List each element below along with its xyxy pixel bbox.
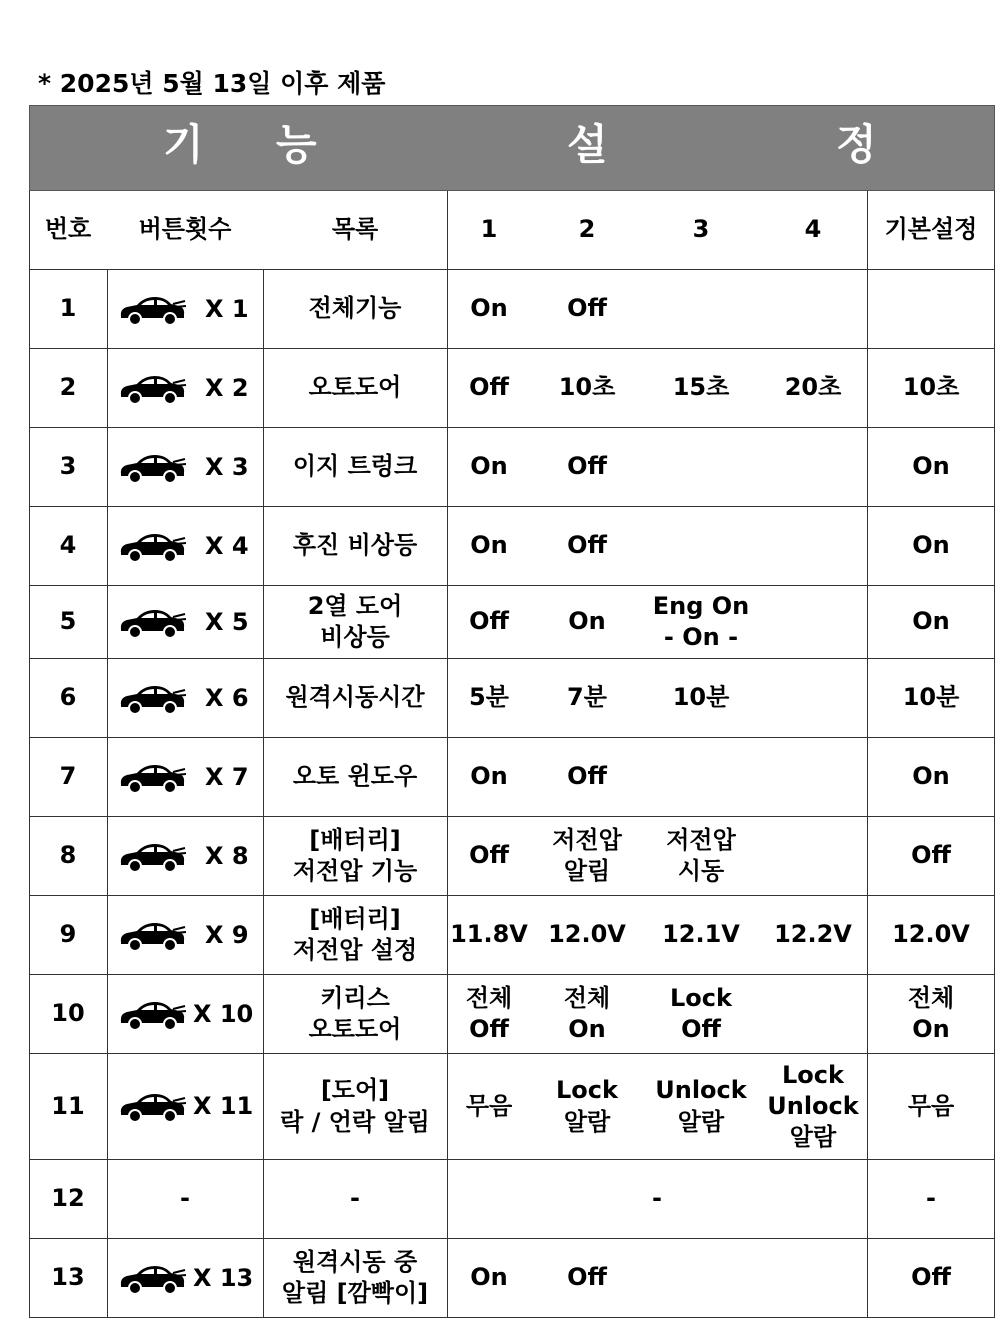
option-4: 12.2V xyxy=(774,920,852,949)
banner-char-4: 정 xyxy=(836,120,877,169)
header-o1: 1 xyxy=(480,215,498,244)
option-3: Unlock 알람 xyxy=(655,1076,747,1136)
table-row xyxy=(29,1054,995,1160)
table-row xyxy=(29,1160,995,1239)
option-3 xyxy=(643,270,759,348)
button-count: X 3 xyxy=(205,452,249,481)
function-name: [도어] 락 / 언락 알림 xyxy=(280,1076,430,1136)
row-number: 3 xyxy=(59,452,77,481)
option-4 xyxy=(759,586,867,658)
button-count: X 2 xyxy=(205,373,249,402)
option-3: 15초 xyxy=(672,373,730,402)
function-name: 후진 비상등 xyxy=(292,531,418,560)
car-icon xyxy=(117,997,187,1037)
option-3 xyxy=(643,428,759,506)
default-setting: On xyxy=(912,762,950,791)
option-4 xyxy=(759,507,867,585)
function-name: 키리스 오토도어 xyxy=(308,983,402,1043)
button-count: - xyxy=(180,1184,190,1213)
option-1: On xyxy=(470,531,508,560)
option-4 xyxy=(759,817,867,895)
button-count: X 11 xyxy=(193,1092,254,1120)
button-count: X 13 xyxy=(193,1263,254,1292)
option-2: Off xyxy=(567,1263,607,1292)
function-name: [배터리] 저전압 설정 xyxy=(292,904,418,964)
option-3 xyxy=(643,738,759,816)
car-icon xyxy=(117,1261,187,1301)
table-border-left xyxy=(29,191,30,1318)
divider-default-start xyxy=(867,191,868,1318)
car-icon xyxy=(117,681,187,721)
header-def: 기본설정 xyxy=(884,215,978,244)
table-row xyxy=(29,1239,995,1318)
row-number: 1 xyxy=(59,294,77,323)
car-icon xyxy=(117,605,187,645)
button-count: X 6 xyxy=(205,683,249,712)
banner-char-1: 기 xyxy=(163,120,204,169)
row-number: 12 xyxy=(51,1184,85,1213)
default-setting: 전체 On xyxy=(907,983,955,1043)
option-2: Off xyxy=(567,452,607,481)
row-number: 2 xyxy=(59,373,77,402)
option-4 xyxy=(759,1160,867,1238)
option-4: 20초 xyxy=(784,373,842,402)
option-2: - xyxy=(652,1184,662,1213)
table-row xyxy=(29,349,995,428)
option-1: On xyxy=(470,452,508,481)
function-name: - xyxy=(350,1184,360,1213)
option-2: 전체 On xyxy=(563,983,611,1043)
header-o3: 3 xyxy=(692,215,710,244)
button-count: X 8 xyxy=(205,841,249,870)
car-icon xyxy=(117,529,187,569)
divider-options-start xyxy=(447,191,448,1318)
option-4 xyxy=(759,659,867,737)
row-number: 13 xyxy=(51,1263,85,1292)
option-3 xyxy=(643,1239,759,1317)
page-note: * 2025년 5월 13일 이후 제품 xyxy=(38,69,386,98)
default-setting: Off xyxy=(911,1263,951,1292)
option-2: 10초 xyxy=(558,373,616,402)
default-setting: 10분 xyxy=(902,683,960,712)
default-setting: 12.0V xyxy=(892,920,970,949)
option-4 xyxy=(759,738,867,816)
option-3: Eng On - On - xyxy=(652,591,750,651)
button-count: X 9 xyxy=(205,920,249,949)
option-2: On xyxy=(568,607,606,636)
table-row xyxy=(29,507,995,586)
row-number: 7 xyxy=(59,762,77,791)
function-settings-table xyxy=(29,105,995,1316)
option-4 xyxy=(759,270,867,348)
option-3 xyxy=(643,507,759,585)
option-1: 전체 Off xyxy=(465,983,513,1043)
table-banner xyxy=(29,105,995,191)
car-icon xyxy=(117,760,187,800)
car-icon xyxy=(117,839,187,879)
option-1: 무음 xyxy=(465,1091,513,1120)
table-row xyxy=(29,270,995,349)
car-icon xyxy=(117,918,187,958)
function-name: 오토도어 xyxy=(308,373,402,402)
row-number: 4 xyxy=(59,531,77,560)
table-row xyxy=(29,659,995,738)
table-row xyxy=(29,975,995,1054)
header-btn: 버튼횟수 xyxy=(138,215,232,244)
default-setting: On xyxy=(912,531,950,560)
car-icon xyxy=(117,292,187,332)
table-row xyxy=(29,586,995,659)
option-2: Off xyxy=(567,294,607,323)
option-1: On xyxy=(470,294,508,323)
car-icon xyxy=(117,1089,187,1129)
function-name: 오토 윈도우 xyxy=(292,762,418,791)
header-list: 목록 xyxy=(331,215,379,244)
button-count: X 10 xyxy=(193,999,254,1028)
option-2: 7분 xyxy=(567,683,607,712)
function-name: [배터리] 저전압 기능 xyxy=(292,825,418,885)
option-3: 12.1V xyxy=(662,920,740,949)
default-setting: 무음 xyxy=(907,1091,955,1120)
option-1: Off xyxy=(469,841,509,870)
button-count: X 4 xyxy=(205,531,249,560)
option-1: Off xyxy=(469,607,509,636)
banner-char-3: 설 xyxy=(567,120,608,169)
option-4 xyxy=(759,428,867,506)
option-3 xyxy=(643,1160,759,1238)
option-4 xyxy=(759,1239,867,1317)
car-icon xyxy=(117,450,187,490)
car-icon xyxy=(117,371,187,411)
default-setting: - xyxy=(926,1184,936,1213)
row-number: 6 xyxy=(59,683,77,712)
banner-char-2: 능 xyxy=(276,120,317,169)
default-setting: On xyxy=(912,452,950,481)
table-border-right xyxy=(994,191,995,1318)
header-o4: 4 xyxy=(804,215,822,244)
option-1: On xyxy=(470,762,508,791)
default-setting: 10초 xyxy=(902,373,960,402)
option-4 xyxy=(759,975,867,1053)
function-name: 원격시동 중 알림 [깜빡이] xyxy=(281,1247,429,1307)
button-count: X 7 xyxy=(205,762,249,791)
option-3: 저전압 시동 xyxy=(666,825,736,885)
row-number: 8 xyxy=(59,841,77,870)
option-4: Lock Unlock 알람 xyxy=(767,1060,859,1152)
option-1: On xyxy=(470,1263,508,1292)
row-number: 9 xyxy=(59,920,77,949)
function-name: 전체기능 xyxy=(308,294,402,323)
divider-button xyxy=(263,270,264,1318)
option-3: 10분 xyxy=(672,683,730,712)
function-name: 2열 도어 비상등 xyxy=(307,591,403,651)
table-row xyxy=(29,817,995,896)
button-count: X 5 xyxy=(205,607,249,636)
function-name: 원격시동시간 xyxy=(285,683,425,712)
table-row xyxy=(29,428,995,507)
option-3: Lock Off xyxy=(670,983,732,1043)
function-name: 이지 트렁크 xyxy=(292,452,418,481)
option-1: 11.8V xyxy=(450,920,528,949)
option-2: Off xyxy=(567,531,607,560)
table-row xyxy=(29,738,995,817)
default-setting: On xyxy=(912,607,950,636)
table-row xyxy=(29,896,995,975)
option-2: 저전압 알림 xyxy=(552,825,622,885)
default-setting xyxy=(867,270,995,348)
option-1: Off xyxy=(469,373,509,402)
option-2: Off xyxy=(567,762,607,791)
default-setting: Off xyxy=(911,841,951,870)
button-count: X 1 xyxy=(205,294,249,323)
header-row xyxy=(29,191,995,270)
row-number: 11 xyxy=(51,1091,85,1120)
row-number: 5 xyxy=(59,607,77,636)
row-number: 10 xyxy=(51,999,85,1028)
header-o2: 2 xyxy=(578,215,596,244)
header-num: 번호 xyxy=(44,215,92,244)
option-2: 12.0V xyxy=(548,920,626,949)
option-1: 5분 xyxy=(469,683,509,712)
option-2: Lock 알람 xyxy=(556,1076,618,1136)
divider-number xyxy=(107,270,108,1318)
